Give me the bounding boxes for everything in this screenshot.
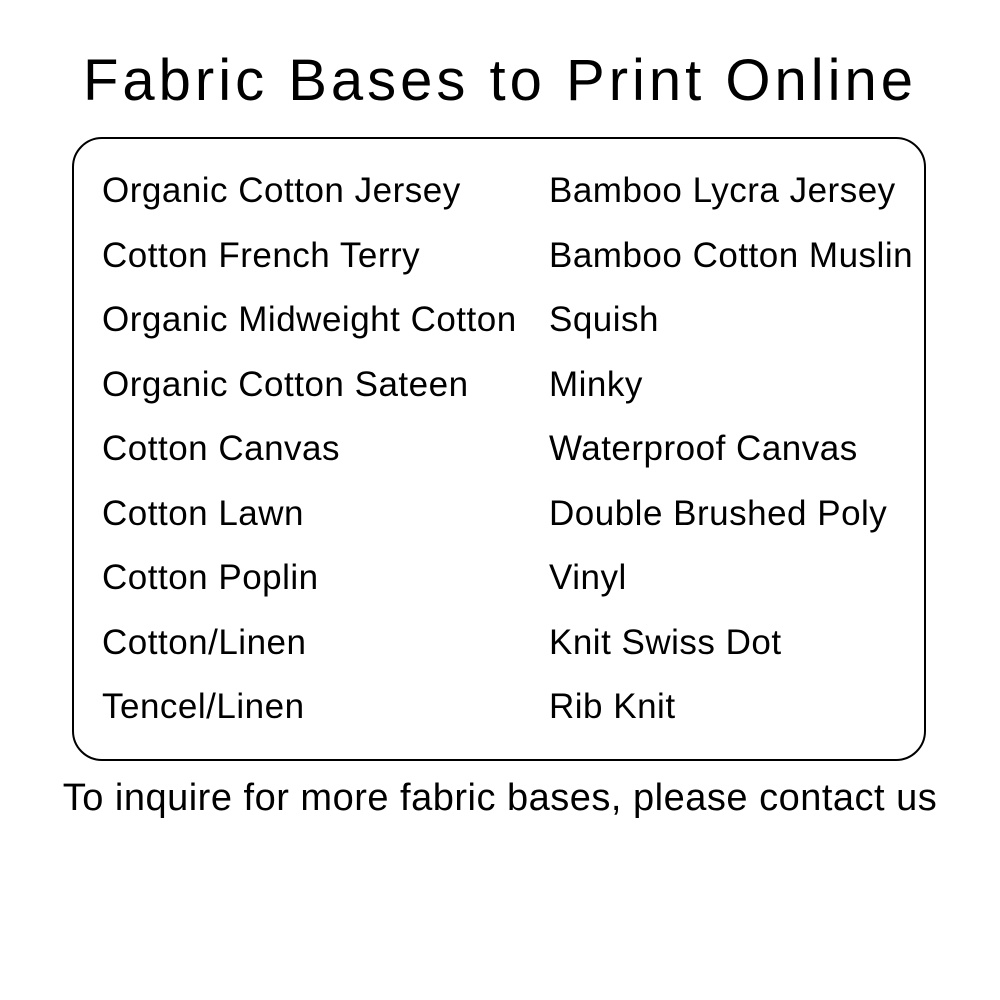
fabric-item: Tencel/Linen [102,687,305,726]
fabric-column-right [549,159,924,740]
fabric-item: Cotton/Linen [102,622,307,662]
fabric-item: Organic Cotton Sateen [102,364,469,404]
footer-note: To inquire for more fabric bases, please contact us [62,777,938,819]
fabric-item: Organic Cotton Jersey [102,171,461,210]
fabric-item: Cotton Lawn [102,493,305,533]
fabric-item: Minky [549,364,643,404]
page-title: Fabric Bases to Print Online [82,48,918,113]
fabric-item: Cotton French Terry [102,235,421,275]
fabric-item: Cotton Canvas [102,429,341,468]
fabric-item: Bamboo Cotton Muslin [549,235,914,275]
fabric-item: Double Brushed Poly [549,493,888,533]
fabric-item: Knit Swiss Dot [549,622,782,662]
fabric-item: Bamboo Lycra Jersey [549,171,896,210]
fabric-list-box [72,137,926,761]
fabric-item: Vinyl [549,558,627,597]
fabric-item: Squish [549,300,660,339]
fabric-item: Waterproof Canvas [549,429,858,468]
fabric-item: Organic Midweight Cotton [102,300,517,339]
fabric-item: Rib Knit [549,687,676,726]
fabric-column-left [102,159,549,740]
fabric-item: Cotton Poplin [102,558,319,597]
